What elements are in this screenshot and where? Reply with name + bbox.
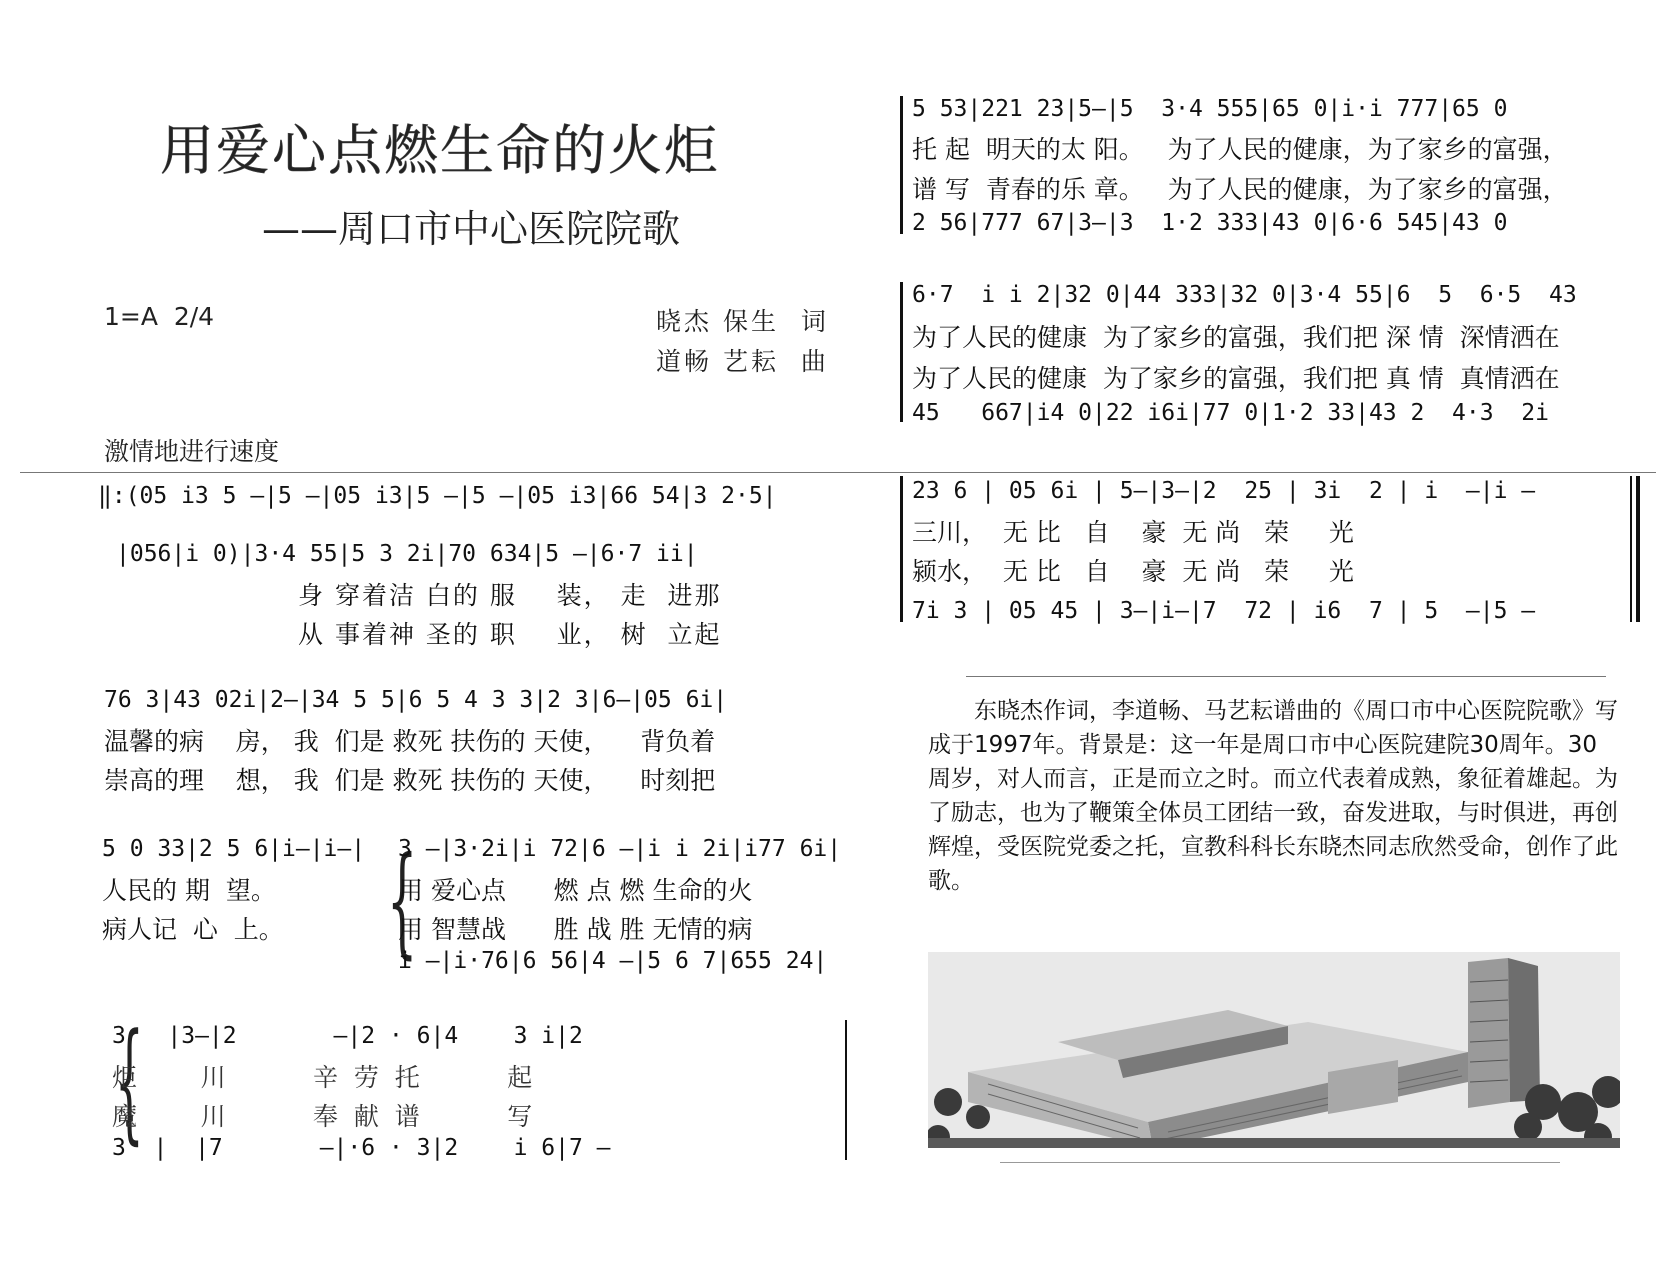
score-line-4b-lyric-2: 用 智慧战 胜 战 胜 无情的病 xyxy=(398,915,753,944)
right-line-1-notes-upper: 5 53|221 23|5—|5 3·4 555|65 0|i·i 777|65 0 xyxy=(912,96,1508,122)
right-line-2-notes-lower: 45 667|i4 0|22 i6i|77 0|1·2 33|43 2 4·3 2i xyxy=(912,400,1549,426)
barline-right-3 xyxy=(900,476,903,622)
final-barline-thin xyxy=(1630,476,1632,622)
right-line-1-lyric-1: 托 起 明天的太 阳。 为了人民的健康，为了家乡的富强， xyxy=(912,135,1568,164)
barline-right-1 xyxy=(900,96,903,234)
score-line-5-lyric-1: 炬 川 辛 劳 托 起 xyxy=(112,1063,533,1092)
score-line-5-notes-upper: 3 |3—|2 —|2 · 6|4 3 i|2 xyxy=(112,1023,583,1049)
score-line-4-lyric-1: 人民的 期 望。 xyxy=(102,876,276,905)
scan-rule-bottom xyxy=(1000,1162,1560,1163)
lyricist-credit: 晓杰 保生 词 xyxy=(656,307,829,336)
score-line-4b-lyric-1: 用 爱心点 燃 点 燃 生命的火 xyxy=(398,876,753,905)
score-line-5-lyric-2: 魔 川 奉 献 谱 写 xyxy=(112,1102,533,1131)
right-line-1-lyric-2: 谱 写 青春的乐 章。 为了人民的健康，为了家乡的富强， xyxy=(912,175,1568,204)
score-line-3-lyric-2: 崇高的理 想， 我 们是 救死 扶伤的 天使， 时刻把 xyxy=(104,766,716,795)
right-line-3-lyric-1: 三川， 无 比 自 豪 无 尚 荣 光 xyxy=(912,518,1354,547)
scan-rule-top xyxy=(20,472,1656,473)
score-line-2-lyric-1: 身 穿着洁 白的 服 装， 走 进那 xyxy=(298,581,722,610)
right-line-3-notes-lower: 7i 3 | 05 45 | 3—|i—|7 72 | i6 7 | 5 —|5 — xyxy=(912,598,1536,624)
score-line-4-notes: 5 0 33|2 5 6|i—|i—| xyxy=(102,836,366,862)
right-line-2-lyric-1: 为了人民的健康 为了家乡的富强，我们把 深 情 深情洒在 xyxy=(912,323,1560,352)
hospital-photo-drawing xyxy=(928,952,1620,1148)
composer-credit: 道畅 艺耘 曲 xyxy=(656,347,829,376)
key-time-signature: 1=A 2/4 xyxy=(104,302,215,331)
tempo-marking: 激情地进行速度 xyxy=(104,437,280,466)
barline-right-2 xyxy=(900,282,903,422)
right-line-3-lyric-2: 颍水， 无 比 自 豪 无 尚 荣 光 xyxy=(912,557,1354,586)
score-line-5-notes-lower: 3 | |7 —|·6 · 3|2 i 6|7 — xyxy=(112,1135,611,1161)
right-line-2-lyric-2: 为了人民的健康 为了家乡的富强，我们把 真 情 真情洒在 xyxy=(912,364,1560,393)
right-line-3-notes-upper: 23 6 | 05 6i | 5—|3—|2 25 | 3i 2 | i —|i — xyxy=(912,478,1536,504)
score-line-4b-notes-lower: i —|i·76|6 56|4 —|5 6 7|655 24| xyxy=(398,948,828,974)
right-line-1-notes-lower: 2 56|777 67|3—|3 1·2 333|43 0|6·6 545|43 0 xyxy=(912,210,1508,236)
score-line-1-notes: ‖:(05 i3 5 —|5 —|05 i3|5 —|5 —|05 i3|66 54|3 2·5| xyxy=(98,483,777,509)
hospital-building-photo xyxy=(928,952,1620,1148)
barline-left-end xyxy=(845,1020,847,1160)
song-background-description: 东晓杰作词，李道畅、马艺耘谱曲的《周口市中心医院院歌》写成于1997年。背景是：这一年是周口市中心医院建院30周年。30周岁，对人而言，正是而立之时。而立代表着成熟，象征着雄起。为了励志，也为了鞭策全体员工团结一致，奋发进取，与时俱进，再创辉煌，受医院党委之托，宣教科科长东晓杰同志欣然受命，创作了此歌。 xyxy=(928,698,1618,894)
song-title: 用爱心点燃生命的火炬 xyxy=(160,119,720,182)
score-brace-2: { xyxy=(114,1005,144,1157)
score-line-3-notes: 76 3|43 02i|2—|34 5 5|6 5 4 3 3|2 3|6—|05 6i| xyxy=(104,687,728,713)
score-brace-1: { xyxy=(386,832,418,971)
score-line-4-lyric-2: 病人记 心 上。 xyxy=(102,915,284,944)
scan-rule-mid xyxy=(966,676,1606,677)
score-line-2-lyric-2: 从 事着神 圣的 职 业， 树 立起 xyxy=(298,620,722,649)
score-line-4b-notes-upper: 3 —|3·2i|i 72|6 —|i i 2i|i77 6i| xyxy=(398,836,842,862)
right-line-2-notes-upper: 6·7 i i 2|32 0|44 333|32 0|3·4 55|6 5 6·5 43 xyxy=(912,282,1577,308)
score-line-2-notes: |056|i 0)|3·4 55|5 3 2i|70 634|5 —|6·7 ii| xyxy=(116,541,698,567)
final-barline-thick xyxy=(1636,476,1640,622)
song-subtitle: ——周口市中心医院院歌 xyxy=(262,207,681,251)
score-line-3-lyric-1: 温馨的病 房， 我 们是 救死 扶伤的 天使， 背负着 xyxy=(104,727,716,756)
